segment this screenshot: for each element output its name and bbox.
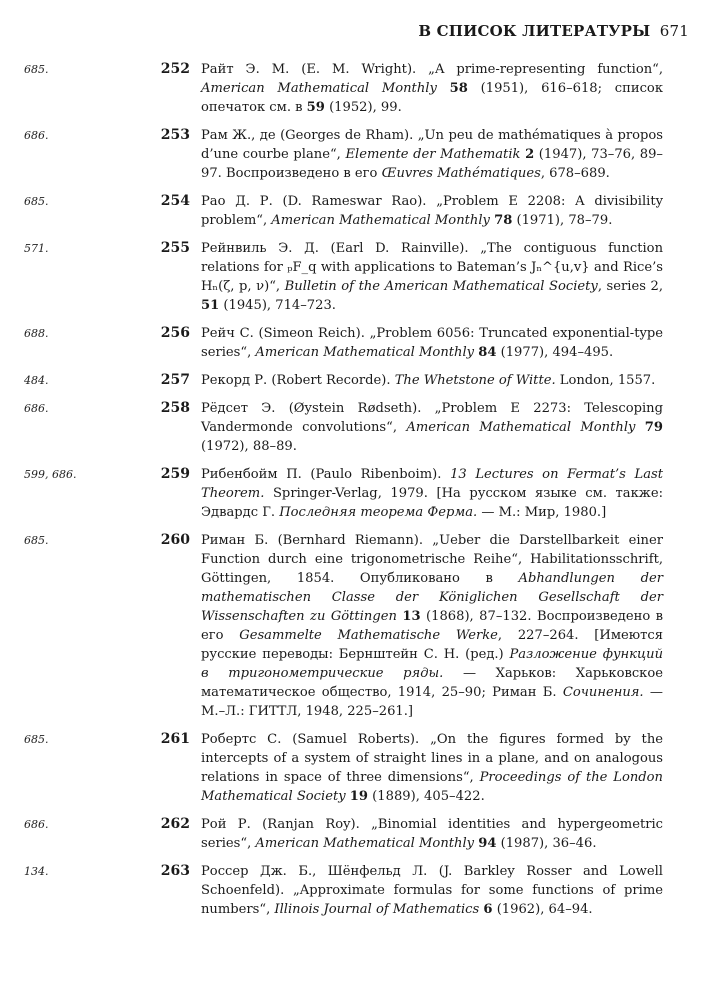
entry-number: 259: [160, 466, 190, 482]
citation-text: (1972), 88–89.: [201, 439, 297, 454]
entry-number: 260: [160, 532, 190, 548]
italic-title: Illinois Journal of Mathematics: [274, 902, 480, 917]
citation-text: , 227–264. [Имеются русские переводы: Бернштейн С. Н. (ред.): [201, 628, 663, 662]
entry-text: [201, 862, 663, 919]
entry-text: [201, 730, 663, 806]
italic-title: Последняя теорема Ферма.: [279, 505, 478, 520]
cited-pages: 685.: [24, 534, 49, 547]
bibliography-entry: [0, 815, 703, 853]
bibliography-entry: [0, 531, 703, 721]
bibliography-entry: [0, 324, 703, 362]
entry-number: 254: [160, 193, 190, 209]
bibliography-entry: [0, 862, 703, 919]
citation-text: Springer-Verlag, 1979. [На русском языке см. также: Эдвардс Г.: [201, 486, 663, 520]
entry-number: 253: [160, 127, 190, 143]
cited-pages: 484.: [24, 374, 49, 387]
volume-number: 13: [402, 609, 421, 624]
citation-text: — М.: Мир, 1980.]: [477, 505, 607, 520]
citation-text: (1977), 494–495.: [496, 345, 614, 360]
cited-pages: 599, 686.: [24, 468, 77, 481]
entry-text: [201, 126, 663, 183]
italic-title: American Mathematical Monthly: [255, 345, 475, 360]
bibliography-entry: [0, 60, 703, 117]
cited-pages: 688.: [24, 327, 49, 340]
citation-text: Рёдсет Э. (Øystein Rødseth). „Problem E 2273: Telescoping Vandermonde convolutions“,: [201, 401, 663, 435]
cited-pages: 571.: [24, 242, 49, 255]
cited-pages: 685.: [24, 63, 49, 76]
bibliography-entry: [0, 399, 703, 456]
volume-number: 84: [478, 345, 497, 360]
italic-title: Œuvres Mathématiques: [381, 166, 541, 181]
entry-text: [201, 239, 663, 315]
cited-pages: 134.: [24, 865, 49, 878]
bibliography-entry: [0, 126, 703, 183]
italic-title: Abhandlungen der mathematischen Classe der Königlichen Gesellschaft der Wissenschaften zu Göttingen: [201, 571, 663, 624]
entry-text: [201, 371, 663, 390]
citation-text: Рекорд Р. (Robert Recorde).: [201, 373, 395, 388]
entry-text: [201, 399, 663, 456]
italic-title: Elemente der Mathematik: [345, 147, 521, 162]
bibliography-entry: [0, 239, 703, 315]
cited-pages: 686.: [24, 129, 49, 142]
italic-title: American Mathematical Monthly: [271, 213, 490, 228]
citation-text: (1945), 714–723.: [219, 298, 336, 313]
cited-pages: 685.: [24, 195, 49, 208]
citation-text: Рейнвиль Э. Д. (Earl D. Rainville). „The contiguous function relations for ₚF_q with applications to Bateman’s Jₙ^{u,v} and Rice’s Hₙ(ζ, p, ν)“,: [201, 241, 663, 294]
volume-number: 59: [306, 100, 325, 115]
bibliography-list: [0, 60, 703, 928]
entry-number: 256: [160, 325, 190, 341]
italic-title: The Whetstone of Witte.: [394, 373, 556, 388]
citation-text: Рибенбойм П. (Paulo Ribenboim).: [201, 467, 451, 482]
italic-title: Сочинения.: [562, 685, 644, 700]
entry-text: [201, 324, 663, 362]
entry-number: 257: [160, 372, 190, 388]
citation-text: — Харьков: Харьковское математическое общество, 1914, 25–90; Риман Б.: [201, 666, 663, 700]
citation-text: Риман Б. (Bernhard Riemann). „Ueber die Darstellbarkeit einer Function durch eine trigonometrische Reihe“, Habilitationsschrift, Göttingen, 1854. Опубликовано в: [201, 533, 663, 586]
italic-title: Gesammelte Mathematische Werke: [239, 628, 498, 643]
volume-number: 6: [483, 902, 493, 917]
running-header: [418, 22, 689, 40]
entry-number: 255: [160, 240, 190, 256]
italic-title: American Mathematical Monthly: [255, 836, 475, 851]
bibliography-entry: [0, 192, 703, 230]
bibliography-entry: [0, 371, 703, 390]
bibliography-entry: [0, 730, 703, 806]
entry-number: 262: [160, 816, 190, 832]
citation-text: Россер Дж. Б., Шёнфельд Л. (J. Barkley Rosser and Lowell Schoenfeld). „Approximate formulas for some functions of prime numbers“,: [201, 864, 663, 917]
entry-text: [201, 60, 663, 117]
volume-number: 94: [478, 836, 497, 851]
citation-text: (1868), 87–132. Воспроизведено в его: [201, 609, 664, 643]
entry-text: [201, 531, 663, 721]
citation-text: (1952), 99.: [324, 100, 402, 115]
citation-text: (1987), 36–46.: [496, 836, 597, 851]
citation-text: (1971), 78–79.: [512, 213, 613, 228]
citation-text: (1951), 616–618; список опечаток см. в: [201, 81, 663, 115]
cited-pages: 686.: [24, 818, 49, 831]
volume-number: 19: [349, 789, 369, 804]
citation-text: Рам Ж., де (Georges de Rham). „Un peu de mathématiques à propos d’une courbe plane“,: [201, 128, 663, 162]
cited-pages: 686.: [24, 402, 49, 415]
entry-number: 258: [160, 400, 190, 416]
italic-title: American Mathematical Monthly: [201, 81, 437, 96]
italic-title: Bulletin of the American Mathematical Society: [284, 279, 598, 294]
bibliography-entry: [0, 465, 703, 522]
italic-title: 13 Lectures on Fermat’s Last Theorem.: [201, 467, 663, 501]
volume-number: 58: [449, 81, 468, 96]
entry-number: 263: [160, 863, 190, 879]
italic-title: Proceedings of the London Mathematical Society: [201, 770, 663, 804]
page-number: 671: [659, 22, 689, 40]
volume-number: 2: [525, 147, 535, 162]
entry-text: [201, 465, 663, 522]
citation-text: (1947), 73–76, 89–97. Воспроизведено в его: [201, 147, 663, 181]
entry-text: [201, 815, 663, 853]
italic-title: American Mathematical Monthly: [406, 420, 636, 435]
citation-text: Рао Д. Р. (D. Rameswar Rao). „Problem E 2208: A divisibility problem“,: [201, 194, 663, 228]
citation-text: Рейч С. (Simeon Reich). „Problem 6056: Truncated exponential-type series“,: [201, 326, 663, 360]
citation-text: (1962), 64–94.: [492, 902, 593, 917]
citation-text: — М.–Л.: ГИТТЛ, 1948, 225–261.]: [201, 685, 663, 719]
volume-number: 79: [644, 420, 664, 435]
citation-text: Робертс С. (Samuel Roberts). „On the figures formed by the intercepts of a system of straight lines in a plane, and on analogous relations in space of three dimensions“,: [201, 732, 663, 785]
italic-title: Разложение функций в тригонометрические ряды.: [201, 647, 664, 681]
entry-number: 252: [160, 61, 190, 77]
header-title: В СПИСОК ЛИТЕРАТУРЫ: [418, 22, 651, 40]
citation-text: , 678–689.: [540, 166, 610, 181]
citation-text: , series 2,: [597, 279, 663, 294]
citation-text: (1889), 405–422.: [368, 789, 485, 804]
citation-text: Райт Э. М. (E. M. Wright). „A prime-representing function“,: [201, 62, 663, 77]
citation-text: [635, 420, 644, 435]
entry-number: 261: [160, 731, 190, 747]
citation-text: [437, 81, 450, 96]
citation-text: Рой Р. (Ranjan Roy). „Binomial identities and hypergeometric series“,: [201, 817, 663, 851]
cited-pages: 685.: [24, 733, 49, 746]
citation-text: London, 1557.: [555, 373, 656, 388]
volume-number: 78: [494, 213, 513, 228]
entry-text: [201, 192, 663, 230]
volume-number: 51: [201, 298, 220, 313]
